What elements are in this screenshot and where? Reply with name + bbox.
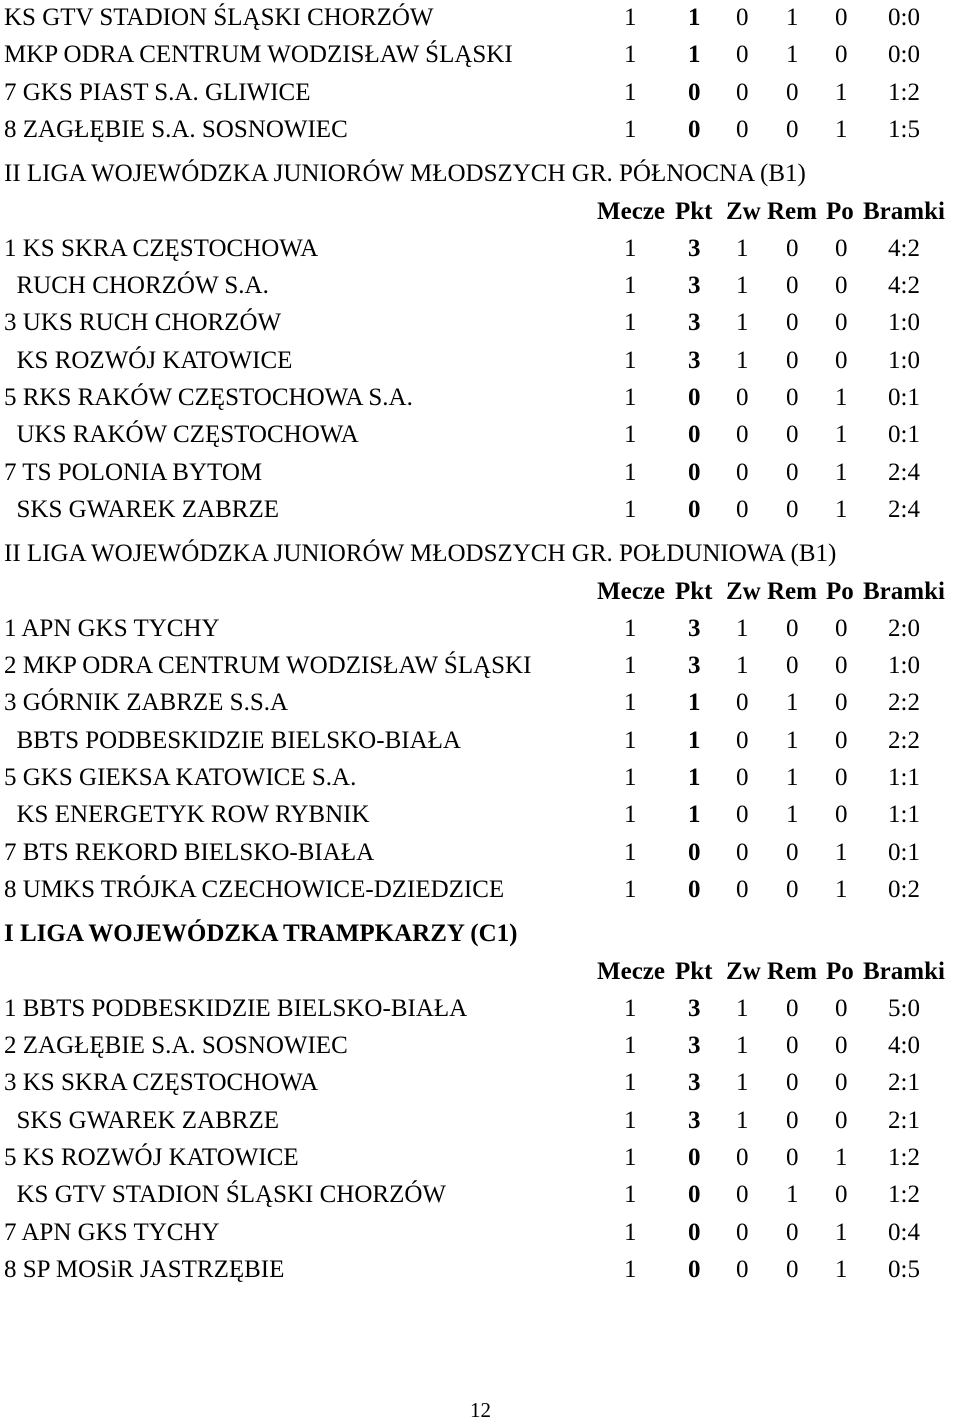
cell-zw: 0	[736, 115, 749, 143]
cell-bramki: 1:2	[888, 1181, 920, 1209]
team-name: 2 ZAGŁĘBIE S.A. SOSNOWIEC	[4, 1032, 348, 1060]
cell-mecze: 1	[624, 234, 637, 262]
cell-rem: 0	[786, 652, 799, 680]
cell-bramki: 2:1	[888, 1106, 920, 1134]
cell-po: 0	[835, 1069, 848, 1097]
standings-row	[0, 1103, 960, 1139]
cell-mecze: 1	[624, 78, 637, 106]
team-name: MKP ODRA CENTRUM WODZISŁAW ŚLĄSKI	[4, 41, 513, 69]
team-name: 5 KS ROZWÓJ KATOWICE	[4, 1144, 299, 1171]
cell-rem: 0	[786, 994, 799, 1022]
cell-po: 0	[835, 309, 848, 337]
cell-zw: 0	[736, 1181, 749, 1209]
cell-zw: 1	[736, 614, 749, 642]
column-header-bramki: Bramki	[863, 957, 945, 985]
team-name: KS GTV STADION ŚLĄSKI CHORZÓW	[4, 4, 434, 31]
column-header-zw: Zw	[726, 957, 761, 985]
cell-mecze: 1	[624, 875, 637, 903]
cell-mecze: 1	[624, 1144, 637, 1171]
column-header-mecze: Mecze	[597, 957, 665, 985]
cell-zw: 0	[736, 41, 749, 69]
standings-row	[0, 797, 960, 833]
cell-mecze: 1	[624, 1106, 637, 1134]
cell-pkt: 3	[688, 1069, 701, 1097]
section-title: I LIGA WOJEWÓDZKA TRAMPKARZY (C1)	[4, 920, 518, 948]
cell-rem: 1	[786, 41, 799, 69]
cell-bramki: 4:2	[888, 272, 920, 300]
cell-bramki: 1:1	[888, 764, 920, 791]
cell-bramki: 1:2	[888, 78, 920, 106]
cell-bramki: 2:0	[888, 614, 920, 642]
team-name: 1 KS SKRA CZĘSTOCHOWA	[4, 234, 319, 262]
cell-zw: 1	[736, 994, 749, 1022]
cell-bramki: 2:1	[888, 1069, 920, 1097]
cell-mecze: 1	[624, 421, 637, 449]
column-header-row	[0, 954, 960, 990]
team-name: 3 UKS RUCH CHORZÓW	[4, 309, 282, 337]
standings-row	[0, 872, 960, 908]
cell-rem: 0	[786, 1144, 799, 1171]
team-name: 8 SP MOSiR JASTRZĘBIE	[4, 1255, 285, 1283]
cell-po: 1	[835, 421, 848, 449]
cell-bramki: 1:5	[888, 115, 920, 143]
standings-row	[0, 112, 960, 148]
standings-row	[0, 1065, 960, 1101]
cell-po: 1	[835, 458, 848, 486]
cell-bramki: 0:5	[888, 1255, 920, 1283]
cell-pkt: 3	[688, 272, 701, 300]
cell-zw: 0	[736, 495, 749, 523]
cell-bramki: 2:2	[888, 689, 920, 717]
standings-row	[0, 231, 960, 267]
cell-pkt: 1	[688, 801, 701, 829]
cell-rem: 0	[786, 1255, 799, 1283]
standings-row	[0, 268, 960, 304]
standings-row	[0, 760, 960, 796]
standings-row	[0, 0, 960, 36]
cell-rem: 0	[786, 309, 799, 337]
cell-po: 1	[835, 384, 848, 411]
team-name: SKS GWAREK ZABRZE	[4, 495, 280, 523]
cell-po: 1	[835, 495, 848, 523]
cell-zw: 0	[736, 1144, 749, 1171]
standings-row	[0, 343, 960, 379]
cell-rem: 1	[786, 764, 799, 791]
cell-po: 0	[835, 689, 848, 717]
cell-zw: 0	[736, 78, 749, 106]
cell-bramki: 0:0	[888, 41, 920, 69]
cell-mecze: 1	[624, 1218, 637, 1246]
team-name: 7 TS POLONIA BYTOM	[4, 458, 263, 486]
cell-po: 0	[835, 614, 848, 642]
standings-row	[0, 455, 960, 491]
cell-zw: 0	[736, 1218, 749, 1246]
cell-mecze: 1	[624, 309, 637, 337]
cell-rem: 0	[786, 1032, 799, 1060]
cell-rem: 0	[786, 115, 799, 143]
standings-row	[0, 1177, 960, 1213]
column-header-bramki: Bramki	[863, 577, 945, 605]
cell-po: 0	[835, 272, 848, 300]
cell-bramki: 0:4	[888, 1218, 920, 1246]
cell-pkt: 1	[688, 689, 701, 717]
cell-zw: 0	[736, 384, 749, 411]
cell-mecze: 1	[624, 41, 637, 69]
team-name: SKS GWAREK ZABRZE	[4, 1106, 280, 1134]
cell-zw: 1	[736, 346, 749, 374]
team-name: 3 GÓRNIK ZABRZE S.S.A	[4, 689, 289, 717]
cell-pkt: 1	[688, 726, 701, 754]
team-name: 7 GKS PIAST S.A. GLIWICE	[4, 78, 311, 106]
cell-bramki: 1:1	[888, 801, 920, 829]
cell-mecze: 1	[624, 614, 637, 642]
column-header-rem: Rem	[767, 957, 817, 985]
column-header-row	[0, 574, 960, 610]
cell-mecze: 1	[624, 458, 637, 486]
cell-rem: 0	[786, 384, 799, 411]
column-header-rem: Rem	[767, 577, 817, 605]
cell-rem: 0	[786, 1069, 799, 1097]
standings-row	[0, 1140, 960, 1176]
cell-bramki: 1:2	[888, 1144, 920, 1171]
cell-po: 1	[835, 1144, 848, 1171]
cell-pkt: 0	[688, 384, 701, 411]
cell-mecze: 1	[624, 1032, 637, 1060]
standings-row	[0, 380, 960, 416]
team-name: 8 UMKS TRÓJKA CZECHOWICE-DZIEDZICE	[4, 875, 505, 903]
standings-row	[0, 991, 960, 1027]
cell-bramki: 0:2	[888, 875, 920, 903]
team-name: UKS RAKÓW CZĘSTOCHOWA	[4, 421, 359, 449]
cell-pkt: 0	[688, 458, 701, 486]
team-name: 2 MKP ODRA CENTRUM WODZISŁAW ŚLĄSKI	[4, 652, 532, 680]
cell-zw: 1	[736, 272, 749, 300]
standings-row	[0, 685, 960, 721]
cell-zw: 0	[736, 1255, 749, 1283]
cell-rem: 1	[786, 4, 799, 31]
cell-bramki: 1:0	[888, 346, 920, 374]
column-header-po: Po	[826, 577, 854, 605]
team-name: 1 BBTS PODBESKIDZIE BIELSKO-BIAŁA	[4, 994, 468, 1022]
cell-po: 0	[835, 801, 848, 829]
cell-mecze: 1	[624, 346, 637, 374]
cell-bramki: 4:0	[888, 1032, 920, 1060]
cell-pkt: 0	[688, 875, 701, 903]
section-title-line	[0, 916, 960, 952]
cell-mecze: 1	[624, 764, 637, 791]
section-title: II LIGA WOJEWÓDZKA JUNIORÓW MŁODSZYCH GR. PÓŁNOCNA (B1)	[4, 160, 806, 188]
cell-bramki: 1:0	[888, 652, 920, 680]
cell-rem: 0	[786, 234, 799, 262]
cell-pkt: 0	[688, 421, 701, 449]
cell-zw: 0	[736, 726, 749, 754]
team-name: KS GTV STADION ŚLĄSKI CHORZÓW	[4, 1181, 446, 1209]
team-name: 8 ZAGŁĘBIE S.A. SOSNOWIEC	[4, 115, 348, 143]
cell-mecze: 1	[624, 838, 637, 866]
column-header-pkt: Pkt	[675, 957, 713, 985]
cell-bramki: 4:2	[888, 234, 920, 262]
standings-row	[0, 417, 960, 453]
cell-rem: 0	[786, 875, 799, 903]
cell-zw: 1	[736, 309, 749, 337]
cell-rem: 0	[786, 421, 799, 449]
cell-mecze: 1	[624, 115, 637, 143]
team-name: 3 KS SKRA CZĘSTOCHOWA	[4, 1069, 319, 1097]
cell-rem: 0	[786, 838, 799, 866]
standings-row	[0, 648, 960, 684]
cell-mecze: 1	[624, 384, 637, 411]
cell-po: 0	[835, 652, 848, 680]
column-header-pkt: Pkt	[675, 197, 713, 225]
cell-po: 0	[835, 234, 848, 262]
cell-po: 0	[835, 1032, 848, 1060]
cell-po: 0	[835, 346, 848, 374]
cell-pkt: 0	[688, 78, 701, 106]
cell-bramki: 2:4	[888, 495, 920, 523]
column-header-pkt: Pkt	[675, 577, 713, 605]
cell-po: 0	[835, 764, 848, 791]
standings-row	[0, 75, 960, 111]
cell-po: 0	[835, 1106, 848, 1134]
standings-row	[0, 1215, 960, 1251]
cell-pkt: 3	[688, 234, 701, 262]
column-header-po: Po	[826, 197, 854, 225]
cell-pkt: 0	[688, 1218, 701, 1246]
cell-rem: 0	[786, 458, 799, 486]
cell-rem: 0	[786, 614, 799, 642]
cell-bramki: 0:1	[888, 421, 920, 449]
cell-rem: 1	[786, 726, 799, 754]
cell-zw: 0	[736, 421, 749, 449]
cell-rem: 1	[786, 801, 799, 829]
cell-pkt: 0	[688, 1181, 701, 1209]
team-name: RUCH CHORZÓW S.A.	[4, 272, 269, 300]
cell-rem: 0	[786, 346, 799, 374]
cell-po: 1	[835, 78, 848, 106]
cell-mecze: 1	[624, 272, 637, 300]
cell-po: 1	[835, 1255, 848, 1283]
cell-mecze: 1	[624, 652, 637, 680]
team-name: BBTS PODBESKIDZIE BIELSKO-BIAŁA	[4, 726, 461, 754]
cell-bramki: 5:0	[888, 994, 920, 1022]
standings-row	[0, 723, 960, 759]
cell-rem: 0	[786, 272, 799, 300]
standings-row	[0, 835, 960, 871]
cell-bramki: 0:1	[888, 384, 920, 411]
standings-row	[0, 1028, 960, 1064]
cell-po: 0	[835, 994, 848, 1022]
cell-mecze: 1	[624, 1069, 637, 1097]
cell-zw: 1	[736, 1069, 749, 1097]
cell-pkt: 0	[688, 115, 701, 143]
cell-rem: 1	[786, 1181, 799, 1209]
section-title: II LIGA WOJEWÓDZKA JUNIORÓW MŁODSZYCH GR. POŁDUNIOWA (B1)	[4, 540, 837, 568]
cell-pkt: 0	[688, 495, 701, 523]
cell-bramki: 0:1	[888, 838, 920, 866]
cell-rem: 0	[786, 1106, 799, 1134]
team-name: 7 APN GKS TYCHY	[4, 1218, 220, 1246]
cell-mecze: 1	[624, 801, 637, 829]
standings-row	[0, 305, 960, 341]
cell-pkt: 3	[688, 614, 701, 642]
cell-pkt: 1	[688, 41, 701, 69]
section-title-line	[0, 536, 960, 572]
cell-rem: 0	[786, 78, 799, 106]
cell-zw: 0	[736, 689, 749, 717]
column-header-mecze: Mecze	[597, 577, 665, 605]
cell-zw: 0	[736, 4, 749, 31]
cell-po: 1	[835, 838, 848, 866]
section-title-line	[0, 156, 960, 192]
cell-mecze: 1	[624, 1181, 637, 1209]
team-name: KS ROZWÓJ KATOWICE	[4, 346, 293, 374]
cell-zw: 0	[736, 875, 749, 903]
cell-mecze: 1	[624, 4, 637, 31]
cell-pkt: 0	[688, 1144, 701, 1171]
cell-mecze: 1	[624, 994, 637, 1022]
column-header-zw: Zw	[726, 577, 761, 605]
cell-po: 1	[835, 115, 848, 143]
cell-rem: 0	[786, 1218, 799, 1246]
team-name: KS ENERGETYK ROW RYBNIK	[4, 801, 370, 829]
cell-zw: 1	[736, 234, 749, 262]
cell-pkt: 3	[688, 346, 701, 374]
cell-bramki: 2:4	[888, 458, 920, 486]
cell-pkt: 1	[688, 4, 701, 31]
cell-mecze: 1	[624, 726, 637, 754]
team-name: 7 BTS REKORD BIELSKO-BIAŁA	[4, 838, 375, 866]
cell-po: 0	[835, 726, 848, 754]
cell-po: 1	[835, 875, 848, 903]
cell-pkt: 3	[688, 652, 701, 680]
cell-pkt: 1	[688, 764, 701, 791]
cell-pkt: 3	[688, 1032, 701, 1060]
cell-bramki: 1:0	[888, 309, 920, 337]
column-header-rem: Rem	[767, 197, 817, 225]
cell-zw: 0	[736, 838, 749, 866]
cell-pkt: 0	[688, 1255, 701, 1283]
standings-row	[0, 492, 960, 528]
cell-zw: 1	[736, 652, 749, 680]
page-number: 12	[470, 1398, 491, 1422]
cell-zw: 0	[736, 764, 749, 791]
cell-zw: 0	[736, 801, 749, 829]
cell-po: 1	[835, 1218, 848, 1246]
team-name: 5 GKS GIEKSA KATOWICE S.A.	[4, 764, 357, 791]
cell-po: 0	[835, 41, 848, 69]
team-name: 5 RKS RAKÓW CZĘSTOCHOWA S.A.	[4, 384, 413, 411]
cell-pkt: 3	[688, 309, 701, 337]
column-header-row	[0, 194, 960, 230]
column-header-zw: Zw	[726, 197, 761, 225]
cell-mecze: 1	[624, 1255, 637, 1283]
cell-pkt: 3	[688, 1106, 701, 1134]
team-name: 1 APN GKS TYCHY	[4, 614, 220, 642]
column-header-bramki: Bramki	[863, 197, 945, 225]
column-header-po: Po	[826, 957, 854, 985]
column-header-mecze: Mecze	[597, 197, 665, 225]
cell-rem: 1	[786, 689, 799, 717]
cell-rem: 0	[786, 495, 799, 523]
cell-bramki: 2:2	[888, 726, 920, 754]
standings-row	[0, 37, 960, 73]
cell-zw: 1	[736, 1032, 749, 1060]
cell-mecze: 1	[624, 495, 637, 523]
cell-pkt: 0	[688, 838, 701, 866]
cell-zw: 0	[736, 458, 749, 486]
standings-row	[0, 611, 960, 647]
cell-pkt: 3	[688, 994, 701, 1022]
cell-mecze: 1	[624, 689, 637, 717]
cell-zw: 1	[736, 1106, 749, 1134]
standings-row	[0, 1252, 960, 1288]
cell-bramki: 0:0	[888, 4, 920, 31]
cell-po: 0	[835, 4, 848, 31]
cell-po: 0	[835, 1181, 848, 1209]
